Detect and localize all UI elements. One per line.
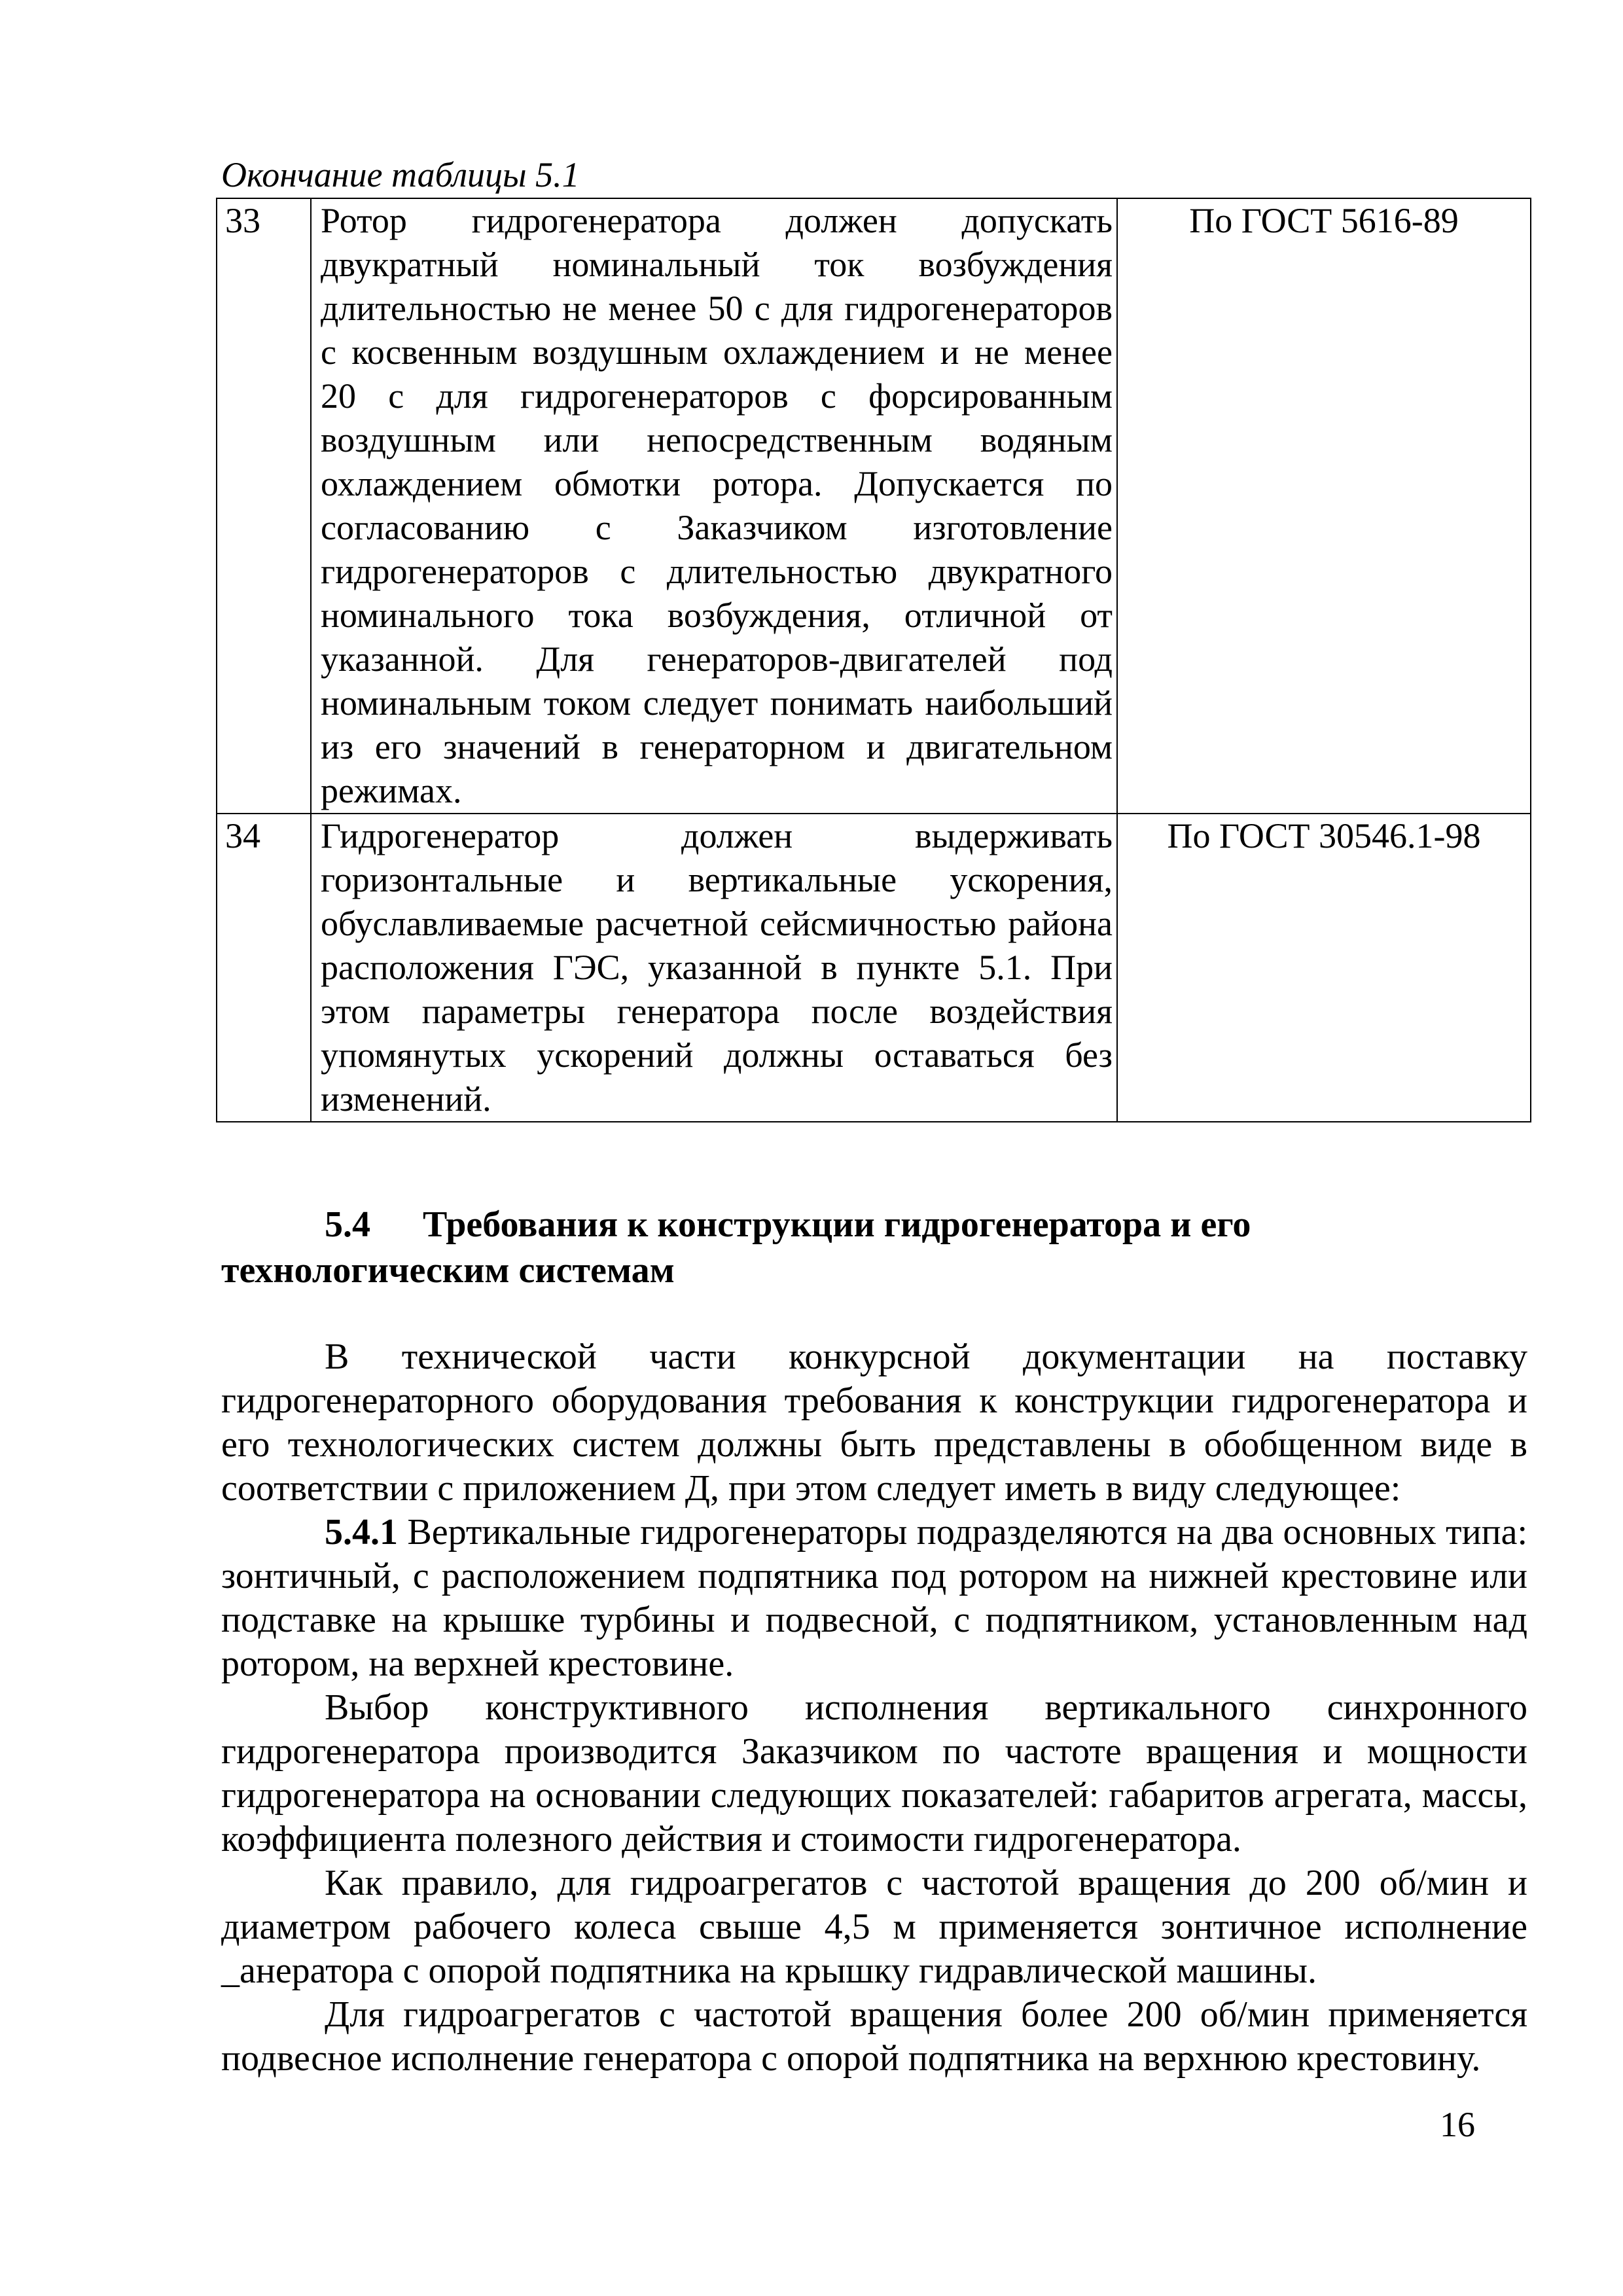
section-title: Требования к конструкции гидрогенератора и его технологическим системам <box>221 1204 1251 1291</box>
requirement-cell <box>311 814 1117 1122</box>
paragraph: Как правило, для гидроагрегатов с частотой вращения до 200 об/мин и диаметром рабочего колеса свыше 4,5 м применяется зонтичное исполнение _анератора с опорой подпятника на крышку гидравлической машины. <box>221 1863 1527 1991</box>
clause-number: 5.4.1 <box>325 1512 398 1552</box>
table-row <box>217 198 1531 814</box>
reference-text: По ГОСТ 5616-89 <box>1189 201 1459 240</box>
clause-text: Вертикальные гидрогенераторы подразделяются на два основных типа: зонтичный, с расположением подпятника под ротором на нижней крестовине или подставке на крышке турбины и подвесной, с подпятником, установленным над ротором, на верхней крестовине. <box>221 1512 1527 1684</box>
table-caption: Окончание таблицы 5.1 <box>221 155 580 194</box>
paragraph <box>221 1511 1527 1686</box>
reference-cell <box>1117 198 1531 814</box>
reference-text: По ГОСТ 30546.1-98 <box>1167 816 1481 855</box>
requirement-cell <box>311 198 1117 814</box>
row-number-cell <box>217 814 311 1122</box>
requirement-text: Гидрогенератор должен выдерживать горизонтальные и вертикальные ускорения, обуславливаемые расчетной сейсмичностью района расположения ГЭС, указанной в пункте 5.1. При этом параметры генератора после воздействия упомянутых ускорений должны оставаться без изменений. <box>321 816 1113 1119</box>
requirements-table <box>216 198 1531 1122</box>
paragraph: Для гидроагрегатов с частотой вращения более 200 об/мин применяется подвесное исполнение генератора с опорой подпятника на верхнюю крестовину. <box>221 1994 1527 2079</box>
body-text <box>221 1335 1527 2081</box>
section-heading <box>221 1202 1527 1293</box>
table-row <box>217 814 1531 1122</box>
paragraph: В технической части конкурсной документации на поставку гидрогенераторного оборудования требования к конструкции гидрогенератора и его технологических систем должны быть представлены в обобщенном виде в соответствии с приложением Д, при этом следует иметь в виду следующее: <box>221 1336 1527 1509</box>
paragraph: Выбор конструктивного исполнения вертикального синхронного гидрогенератора производится Заказчиком по частоте вращения и мощности гидрогенератора на основании следующих показателей: габаритов агрегата, массы, коэффициента полезного действия и стоимости гидрогенератора. <box>221 1687 1527 1859</box>
requirement-text: Ротор гидрогенератора должен допускать двукратный номинальный ток возбуждения длительностью не менее 50 с для гидрогенераторов с косвенным воздушным охлаждением и не менее 20 с для гидрогенераторов с форсированным воздушным или непосредственным водяным охлаждением обмотки ротора. Допускается по согласованию с Заказчиком изготовление гидрогенераторов с длительностью двукратного номинального тока возбуждения, отличной от указанной. Для генераторов-двигателей под номинальным током следует понимать наибольший из его значений в генераторном и двигательном режимах. <box>321 201 1113 810</box>
row-number: 34 <box>225 816 260 855</box>
row-number-cell <box>217 198 311 814</box>
section-number: 5.4 <box>325 1204 370 1245</box>
row-number: 33 <box>225 201 260 240</box>
page-number: 16 <box>1440 2105 1475 2144</box>
reference-cell <box>1117 814 1531 1122</box>
